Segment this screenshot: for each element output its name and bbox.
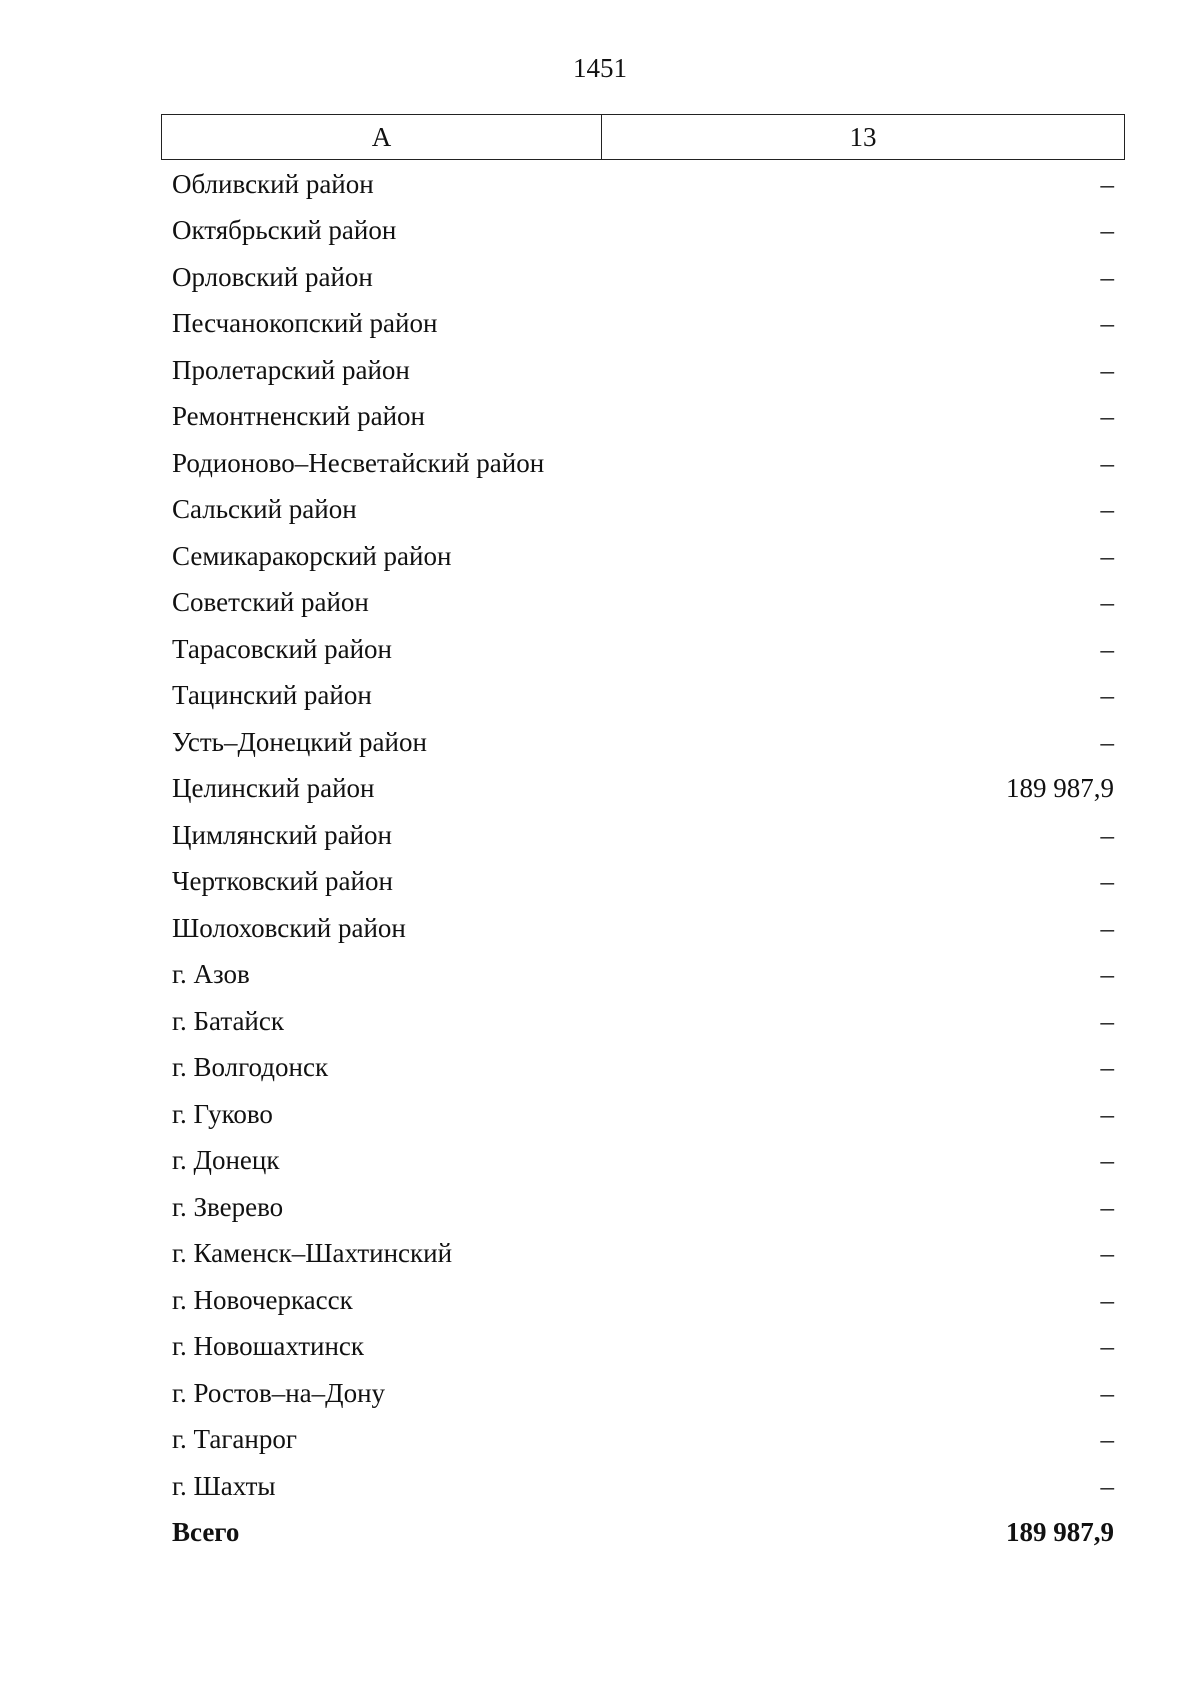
- total-value: 189 987,9: [1006, 1517, 1114, 1548]
- row-name: Семикаракорский район: [172, 540, 452, 571]
- row-name: Пролетарский район: [172, 354, 410, 385]
- row-value: –: [1100, 1098, 1114, 1129]
- table-row: [161, 998, 1125, 1045]
- table-row: [161, 1091, 1125, 1138]
- row-name: Тацинский район: [172, 680, 372, 711]
- row-name: г. Гуково: [172, 1098, 273, 1129]
- table-row: [161, 859, 1125, 906]
- row-name: г. Батайск: [172, 1005, 284, 1036]
- table-row: [161, 673, 1125, 720]
- row-name: г. Таганрог: [172, 1424, 297, 1455]
- row-name: Октябрьский район: [172, 215, 397, 246]
- row-value: –: [1100, 215, 1114, 246]
- row-value: –: [1100, 1284, 1114, 1315]
- header-cell-a: А: [162, 115, 602, 159]
- header-cell-13: 13: [849, 121, 877, 152]
- row-name: г. Новошахтинск: [172, 1331, 364, 1362]
- row-value: –: [1100, 1238, 1114, 1269]
- page-number: 1451: [573, 53, 627, 83]
- table-row: [161, 1463, 1125, 1510]
- table-row: [161, 440, 1125, 487]
- row-name: г. Волгодонск: [172, 1052, 329, 1083]
- table-row: [161, 487, 1125, 534]
- row-value: –: [1100, 168, 1114, 199]
- row-value: –: [1100, 494, 1114, 525]
- row-name: г. Каменск–Шахтинский: [172, 1238, 453, 1269]
- table-row: [161, 580, 1125, 627]
- row-value: –: [1100, 1331, 1114, 1362]
- table-row: [161, 905, 1125, 952]
- table-header: [161, 114, 1125, 160]
- row-name: Шолоховский район: [172, 912, 406, 943]
- row-value: –: [1100, 1005, 1114, 1036]
- table-row: [161, 1417, 1125, 1464]
- table-row: [161, 208, 1125, 255]
- total-row: [161, 1510, 1125, 1557]
- row-name: Песчанокопский район: [172, 308, 438, 339]
- table-row: [161, 1231, 1125, 1278]
- row-name: Советский район: [172, 587, 369, 618]
- table-row: [161, 719, 1125, 766]
- row-value: –: [1100, 633, 1114, 664]
- row-name: г. Зверево: [172, 1191, 284, 1222]
- table-row: [161, 254, 1125, 301]
- table-row: [161, 394, 1125, 441]
- row-value: –: [1100, 540, 1114, 571]
- table-row: [161, 1370, 1125, 1417]
- row-value: –: [1100, 819, 1114, 850]
- row-name: Усть–Донецкий район: [172, 726, 427, 757]
- row-value: –: [1100, 1377, 1114, 1408]
- row-name: г. Азов: [172, 959, 250, 990]
- row-value: –: [1100, 1052, 1114, 1083]
- row-name: Целинский район: [172, 773, 375, 804]
- row-value: –: [1100, 447, 1114, 478]
- row-value: –: [1100, 680, 1114, 711]
- table-row: [161, 347, 1125, 394]
- row-name: г. Шахты: [172, 1470, 276, 1501]
- row-value: –: [1100, 959, 1114, 990]
- table-row: [161, 533, 1125, 580]
- table-row: [161, 626, 1125, 673]
- row-value: –: [1100, 587, 1114, 618]
- total-label: Всего: [172, 1517, 240, 1548]
- row-name: Обливский район: [172, 168, 374, 199]
- row-value: –: [1100, 1145, 1114, 1176]
- row-name: Чертковский район: [172, 866, 393, 897]
- row-value: –: [1100, 912, 1114, 943]
- table-row: [161, 812, 1125, 859]
- table-row: [161, 1045, 1125, 1092]
- row-value: –: [1100, 308, 1114, 339]
- row-name: Сальский район: [172, 494, 357, 525]
- row-name: г. Донецк: [172, 1145, 280, 1176]
- table-row: [161, 1184, 1125, 1231]
- table-row: [161, 1324, 1125, 1371]
- table-body: [161, 161, 1125, 1556]
- table-row: [161, 952, 1125, 999]
- table-row: [161, 161, 1125, 208]
- table-row: [161, 766, 1125, 813]
- row-name: г. Новочеркасск: [172, 1284, 353, 1315]
- table-row: [161, 1277, 1125, 1324]
- table-row: [161, 1138, 1125, 1185]
- row-value: –: [1100, 401, 1114, 432]
- row-value: –: [1100, 1470, 1114, 1501]
- row-value: –: [1100, 866, 1114, 897]
- row-value: –: [1100, 354, 1114, 385]
- row-value: –: [1100, 261, 1114, 292]
- row-value: –: [1100, 1191, 1114, 1222]
- row-name: г. Ростов–на–Дону: [172, 1377, 386, 1408]
- row-name: Родионово–Несветайский район: [172, 447, 545, 478]
- row-name: Орловский район: [172, 261, 373, 292]
- row-value: 189 987,9: [1006, 773, 1114, 804]
- row-value: –: [1100, 1424, 1114, 1455]
- row-name: Ремонтненский район: [172, 401, 425, 432]
- table-row: [161, 301, 1125, 348]
- row-name: Цимлянский район: [172, 819, 393, 850]
- row-value: –: [1100, 726, 1114, 757]
- row-name: Тарасовский район: [172, 633, 392, 664]
